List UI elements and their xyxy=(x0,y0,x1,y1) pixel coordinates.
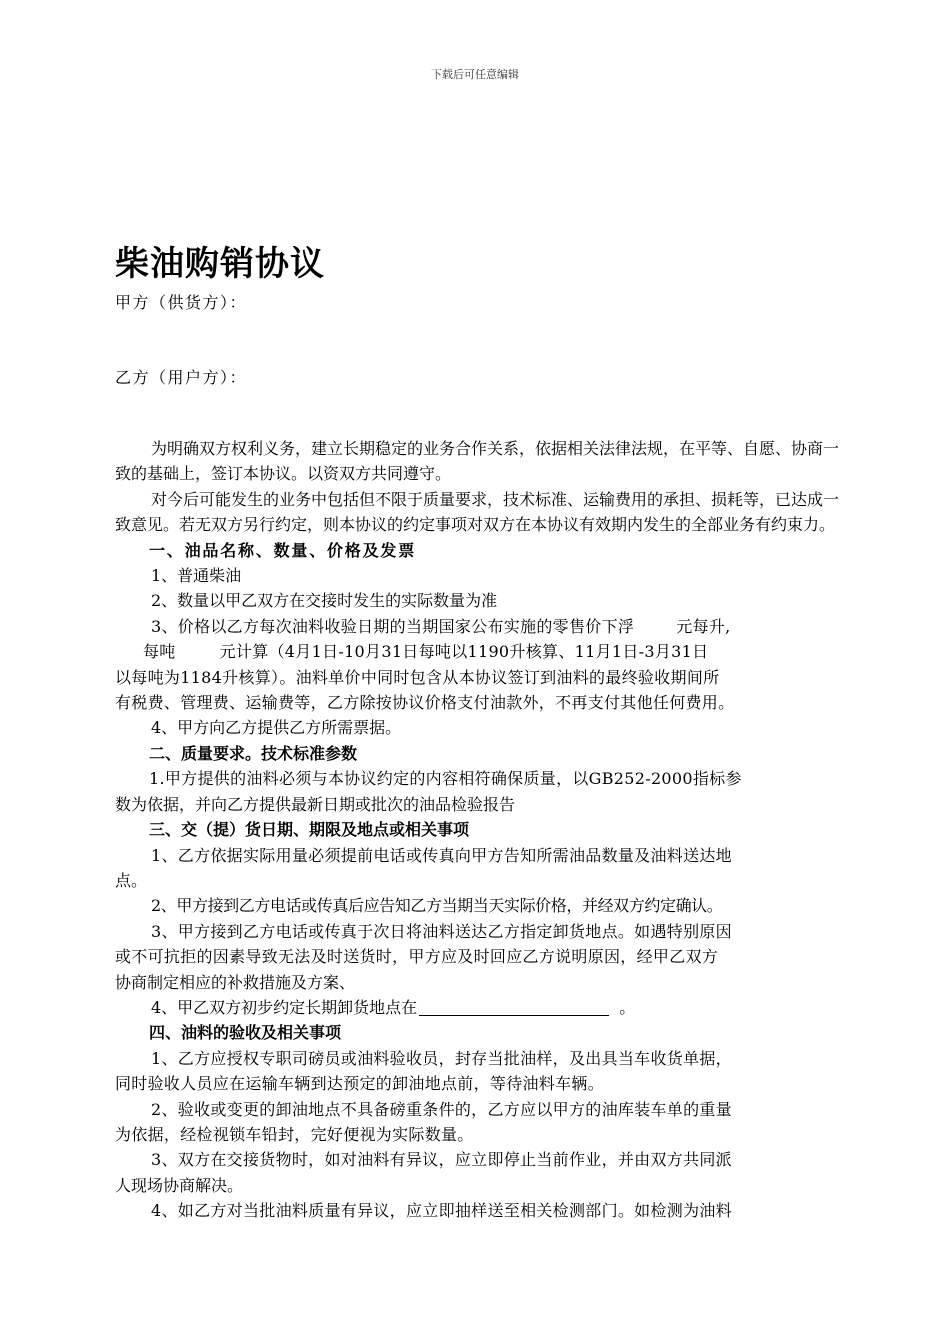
intro-paragraph-2: 对今后可能发生的业务中包括但不限于质量要求，技术标准、运输费用的承担、损耗等，已达成一致意见。若无双方另行约定，则本协议的约定事项对双方在本协议有效期内发生的全部业务有约束力。 xyxy=(115,489,840,535)
price-clause-text: 3、价格以乙方每次油料收验日期的当期国家公布实施的零售价下浮 xyxy=(151,616,635,636)
section-1-item-3-line-3: 以每吨为1184升核算）。油料单价中同时包含从本协议签订到油料的最终验收期间所 xyxy=(115,667,720,687)
agreement-body xyxy=(115,436,845,1224)
section-3-item-2: 2、甲方接到乙方电话或传真后应告知乙方当期当天实际价格，并经双方约定确认。 xyxy=(151,896,723,916)
section-1-heading: 一、油品名称、数量、价格及发票 xyxy=(149,540,417,560)
unloading-location-end: 。 xyxy=(619,997,636,1017)
page-header-note: 下载后可任意编辑 xyxy=(431,68,519,81)
section-1-item-2: 2、数量以甲乙双方在交接时发生的实际数量为准 xyxy=(151,591,498,611)
per-ton-text: 每吨 xyxy=(143,642,176,662)
section-1-item-3-line-4: 有税费、管理费、运输费等，乙方除按协议价格支付油款外，不再支付其他任何费用。 xyxy=(115,693,735,713)
party-b-label: 乙方（用户方）： xyxy=(115,368,248,387)
section-4-item-1-line-2: 同时验收人员应在运输车辆到达预定的卸油地点前，等待油料车辆。 xyxy=(115,1074,605,1094)
section-4-item-4: 4、如乙方对当批油料质量有异议，应立即抽样送至相关检测部门。如检测为油料 xyxy=(151,1201,732,1221)
per-ton-calc-text: 元计算（4月1日-10月31日每吨以1190升核算、11月1日-3月31日 xyxy=(219,642,709,662)
section-3-item-1-line-2: 点。 xyxy=(115,870,148,890)
party-a-label: 甲方（供货方）： xyxy=(115,293,248,312)
section-1-item-3-line-2 xyxy=(115,639,845,664)
section-3-item-3-line-2: 或不可抗拒的因素导致无法及时送货时，甲方应及时回应乙方说明原因，经甲乙双方 xyxy=(115,947,719,967)
section-3-item-4 xyxy=(115,995,845,1020)
section-4-heading: 四、油料的验收及相关事项 xyxy=(149,1023,342,1043)
document-title: 柴油购销协议 xyxy=(115,244,325,284)
unloading-location-blank xyxy=(419,998,609,1016)
section-3-heading: 三、交（提）货日期、期限及地点或相关事项 xyxy=(149,820,470,840)
section-1-item-1: 1、普通柴油 xyxy=(151,566,242,586)
section-4-item-1: 1、乙方应授权专职司磅员或油料验收员，封存当批油样，及出具当车收货单据， xyxy=(151,1048,732,1068)
section-2-item-1-line-2: 数为依据，并向乙方提供最新日期或批次的油品检验报告 xyxy=(115,794,516,814)
section-4-item-2: 2、验收或变更的卸油地点不具备磅重条件的，乙方应以甲方的油库装车单的重量 xyxy=(151,1099,732,1119)
section-3-item-1: 1、乙方依据实际用量必须提前电话或传真向甲方告知所需油品数量及油料送达地 xyxy=(151,845,732,865)
section-4-item-3: 3、双方在交接货物时，如对油料有异议，应立即停止当前作业，并由双方共同派 xyxy=(151,1150,732,1170)
unloading-location-text: 4、甲乙双方初步约定长期卸货地点在 xyxy=(151,997,418,1017)
section-1-item-3 xyxy=(115,614,845,639)
section-2-item-1: 1.甲方提供的油料必须与本协议约定的内容相符确保质量，以GB252-2000指标参 xyxy=(149,769,742,789)
section-2-heading: 二、质量要求。技术标准参数 xyxy=(149,743,358,763)
price-unit-text: 元每升, xyxy=(676,616,731,636)
section-4-item-2-line-2: 为依据，经检视锁车铅封，完好便视为实际数量。 xyxy=(115,1124,474,1144)
section-3-item-3-line-3: 协商制定相应的补救措施及方案、 xyxy=(115,972,356,992)
section-1-item-4: 4、甲方向乙方提供乙方所需票据。 xyxy=(151,718,402,738)
section-3-item-3: 3、甲方接到乙方电话或传真于次日将油料送达乙方指定卸货地点。如遇特别原因 xyxy=(151,921,732,941)
intro-paragraph-1: 为明确双方权利义务，建立长期稳定的业务合作关系，依据相关法律法规，在平等、自愿、协商一致的基础上，签订本协议。以资双方共同遵守。 xyxy=(115,439,840,484)
section-4-item-3-line-2: 人现场协商解决。 xyxy=(115,1175,244,1195)
